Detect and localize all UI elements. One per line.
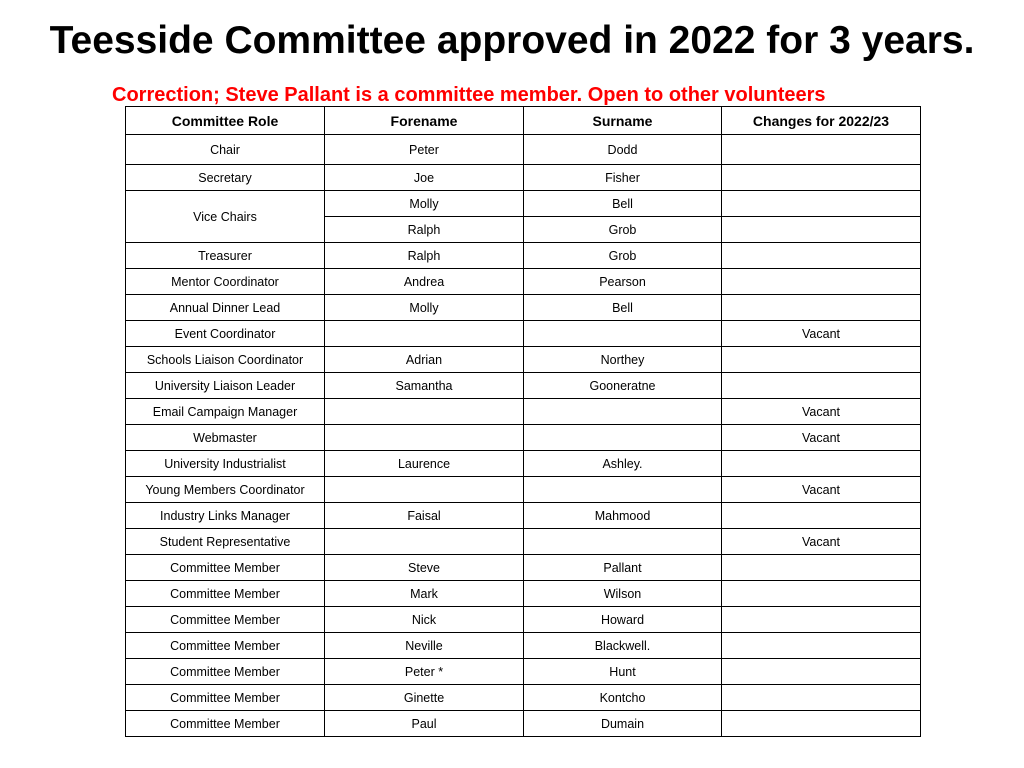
table-body xyxy=(126,135,921,737)
cell-changes xyxy=(722,373,921,399)
cell-changes: Vacant xyxy=(722,399,921,425)
table-row xyxy=(126,633,921,659)
cell-changes xyxy=(722,711,921,737)
table-row xyxy=(126,581,921,607)
table-row xyxy=(126,295,921,321)
cell-role: Mentor Coordinator xyxy=(126,269,325,295)
table-row xyxy=(126,425,921,451)
table-row xyxy=(126,347,921,373)
cell-forename: Peter * xyxy=(325,659,524,685)
cell-surname: Gooneratne xyxy=(524,373,722,399)
table-row xyxy=(126,555,921,581)
cell-surname: Dumain xyxy=(524,711,722,737)
cell-surname: Pearson xyxy=(524,269,722,295)
cell-forename: Andrea xyxy=(325,269,524,295)
cell-role: Committee Member xyxy=(126,659,325,685)
cell-forename: Samantha xyxy=(325,373,524,399)
cell-changes xyxy=(722,243,921,269)
cell-changes xyxy=(722,165,921,191)
table-row xyxy=(126,503,921,529)
correction-note: Correction; Steve Pallant is a committee member. Open to other volunteers xyxy=(112,84,826,106)
cell-surname: Blackwell. xyxy=(524,633,722,659)
table-row xyxy=(126,685,921,711)
cell-forename xyxy=(325,529,524,555)
cell-forename: Adrian xyxy=(325,347,524,373)
cell-forename: Paul xyxy=(325,711,524,737)
header-committee-role: Committee Role xyxy=(126,107,325,135)
cell-role: Annual Dinner Lead xyxy=(126,295,325,321)
table-row xyxy=(126,399,921,425)
cell-role: Committee Member xyxy=(126,581,325,607)
cell-changes xyxy=(722,633,921,659)
cell-role: Committee Member xyxy=(126,685,325,711)
table-row xyxy=(126,243,921,269)
table-row xyxy=(126,711,921,737)
cell-surname xyxy=(524,399,722,425)
cell-surname: Wilson xyxy=(524,581,722,607)
table-row xyxy=(126,373,921,399)
cell-role: Student Representative xyxy=(126,529,325,555)
cell-surname xyxy=(524,477,722,503)
cell-role: Event Coordinator xyxy=(126,321,325,347)
cell-changes: Vacant xyxy=(722,529,921,555)
cell-role: Vice Chairs xyxy=(126,191,325,243)
cell-role: Chair xyxy=(126,135,325,165)
cell-forename: Molly xyxy=(325,191,524,217)
table-row xyxy=(126,191,921,217)
cell-forename xyxy=(325,321,524,347)
cell-surname: Fisher xyxy=(524,165,722,191)
cell-forename xyxy=(325,477,524,503)
cell-changes: Vacant xyxy=(722,321,921,347)
cell-surname: Pallant xyxy=(524,555,722,581)
cell-changes xyxy=(722,295,921,321)
header-surname: Surname xyxy=(524,107,722,135)
cell-changes xyxy=(722,347,921,373)
cell-forename: Ralph xyxy=(325,217,524,243)
cell-changes xyxy=(722,555,921,581)
cell-forename: Molly xyxy=(325,295,524,321)
cell-forename: Joe xyxy=(325,165,524,191)
cell-role: Email Campaign Manager xyxy=(126,399,325,425)
cell-forename xyxy=(325,399,524,425)
page-title: Teesside Committee approved in 2022 for 3 years. xyxy=(49,19,975,62)
cell-forename: Faisal xyxy=(325,503,524,529)
cell-surname: Grob xyxy=(524,217,722,243)
cell-changes xyxy=(722,191,921,217)
table-row xyxy=(126,269,921,295)
cell-changes xyxy=(722,217,921,243)
table-header-row xyxy=(126,107,921,135)
cell-role: Committee Member xyxy=(126,711,325,737)
cell-forename: Steve xyxy=(325,555,524,581)
cell-forename: Ralph xyxy=(325,243,524,269)
cell-role: Committee Member xyxy=(126,607,325,633)
table-row xyxy=(126,607,921,633)
cell-role: Webmaster xyxy=(126,425,325,451)
cell-surname: Ashley. xyxy=(524,451,722,477)
cell-changes xyxy=(722,685,921,711)
cell-surname: Mahmood xyxy=(524,503,722,529)
cell-changes xyxy=(722,659,921,685)
cell-surname: Kontcho xyxy=(524,685,722,711)
cell-surname: Bell xyxy=(524,191,722,217)
cell-forename: Mark xyxy=(325,581,524,607)
committee-table xyxy=(125,106,921,737)
cell-role: Committee Member xyxy=(126,555,325,581)
cell-role: University Liaison Leader xyxy=(126,373,325,399)
cell-changes xyxy=(722,269,921,295)
cell-role: Committee Member xyxy=(126,633,325,659)
cell-changes: Vacant xyxy=(722,477,921,503)
cell-changes xyxy=(722,581,921,607)
cell-changes xyxy=(722,607,921,633)
cell-forename: Neville xyxy=(325,633,524,659)
cell-surname: Dodd xyxy=(524,135,722,165)
cell-surname: Howard xyxy=(524,607,722,633)
cell-surname: Bell xyxy=(524,295,722,321)
cell-role: Young Members Coordinator xyxy=(126,477,325,503)
table-row xyxy=(126,321,921,347)
cell-role: Industry Links Manager xyxy=(126,503,325,529)
cell-role: Schools Liaison Coordinator xyxy=(126,347,325,373)
cell-changes xyxy=(722,503,921,529)
table-row xyxy=(126,451,921,477)
table-row xyxy=(126,165,921,191)
cell-role: Secretary xyxy=(126,165,325,191)
cell-forename: Nick xyxy=(325,607,524,633)
cell-surname: Northey xyxy=(524,347,722,373)
cell-forename xyxy=(325,425,524,451)
table-row xyxy=(126,135,921,165)
table-row xyxy=(126,659,921,685)
cell-changes: Vacant xyxy=(722,425,921,451)
table-row xyxy=(126,477,921,503)
header-forename: Forename xyxy=(325,107,524,135)
cell-changes xyxy=(722,135,921,165)
cell-surname: Hunt xyxy=(524,659,722,685)
cell-surname xyxy=(524,321,722,347)
cell-changes xyxy=(722,451,921,477)
cell-role: University Industrialist xyxy=(126,451,325,477)
header-changes: Changes for 2022/23 xyxy=(722,107,921,135)
cell-role: Treasurer xyxy=(126,243,325,269)
table-row xyxy=(126,529,921,555)
cell-surname: Grob xyxy=(524,243,722,269)
cell-forename: Peter xyxy=(325,135,524,165)
cell-forename: Laurence xyxy=(325,451,524,477)
cell-surname xyxy=(524,425,722,451)
cell-surname xyxy=(524,529,722,555)
cell-forename: Ginette xyxy=(325,685,524,711)
